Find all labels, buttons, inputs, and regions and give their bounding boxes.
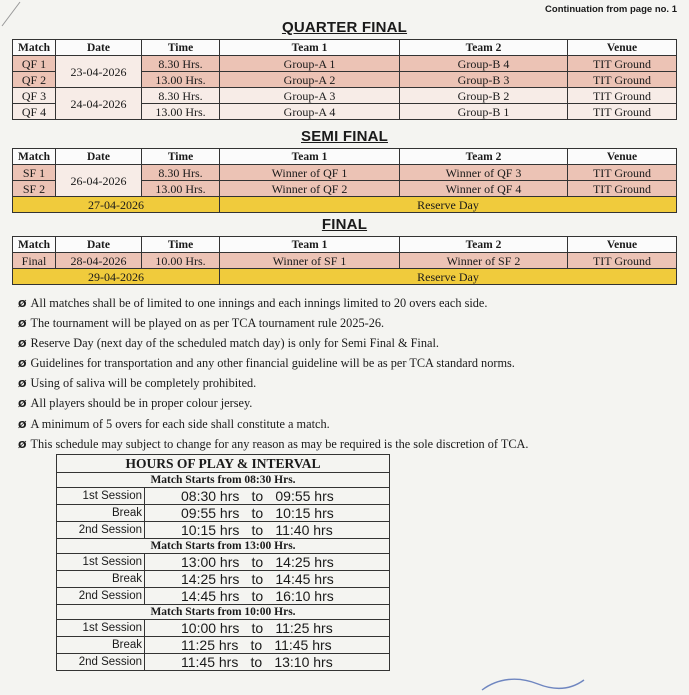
date-cell: 26-04-2026 [56, 165, 142, 197]
note-item [18, 374, 688, 394]
venue-cell: TIT Ground [568, 165, 677, 181]
header-date: Date [56, 149, 142, 165]
bullet-icon: Ø [18, 299, 27, 310]
match-cell: QF 4 [13, 104, 56, 120]
team1-cell: Winner of QF 2 [220, 181, 400, 197]
header-team1: Team 1 [220, 149, 400, 165]
session-row [57, 505, 390, 522]
team1-cell: Group-A 2 [220, 72, 400, 88]
session-row [57, 620, 390, 637]
session-row [57, 488, 390, 505]
time-cell: 8.30 Hrs. [142, 56, 220, 72]
team1-cell: Group-A 4 [220, 104, 400, 120]
note-text: This schedule may subject to change for any reason as may be required is the sole discretion of TCA. [30, 436, 529, 451]
reserve-day-row [13, 269, 677, 285]
signature-stroke [478, 670, 588, 695]
session-label: Break [57, 571, 145, 588]
team2-cell: Group-B 2 [400, 88, 568, 104]
venue-cell: TIT Ground [568, 56, 677, 72]
time-to: 13:10 hrs [274, 653, 333, 670]
time-to: 10:15 hrs [275, 504, 334, 521]
note-item [18, 294, 688, 314]
session-row [57, 571, 390, 588]
time-to: 11:40 hrs [275, 521, 333, 538]
reserve-label: Reserve Day [220, 269, 677, 285]
hours-title: HOURS OF PLAY & INTERVAL [57, 455, 390, 473]
venue-cell: TIT Ground [568, 72, 677, 88]
header-team2: Team 2 [400, 237, 568, 253]
session-row [57, 522, 390, 539]
rules-notes [18, 294, 688, 455]
session-row [57, 554, 390, 571]
time-from: 10:00 hrs [181, 619, 240, 636]
bullet-icon: Ø [18, 439, 27, 451]
table-header-row [13, 40, 677, 56]
time-cell: 10.00 Hrs. [142, 253, 220, 269]
header-time: Time [142, 40, 220, 56]
session-label: 1st Session [57, 620, 145, 637]
table-header-row [13, 237, 677, 253]
team2-cell: Group-B 1 [400, 104, 568, 120]
table-row [13, 56, 677, 72]
time-from: 09:55 hrs [181, 504, 240, 521]
team2-cell: Winner of QF 4 [400, 181, 568, 197]
header-team2: Team 2 [400, 40, 568, 56]
venue-cell: TIT Ground [568, 104, 677, 120]
session-label: Break [57, 637, 145, 654]
header-venue: Venue [568, 149, 677, 165]
to-word: to [250, 636, 263, 653]
note-item [18, 354, 688, 374]
time-cell: 8.30 Hrs. [142, 165, 220, 181]
quarter-final-table [12, 39, 677, 120]
time-from: 14:25 hrs [181, 570, 240, 587]
session-label: 1st Session [57, 554, 145, 571]
semi-final-title: SEMI FINAL [301, 128, 388, 145]
time-cell: 13.00 Hrs. [142, 72, 220, 88]
note-item [18, 394, 688, 414]
note-text: Reserve Day (next day of the scheduled match day) is only for Semi Final & Final. [30, 336, 439, 351]
note-item [18, 314, 688, 334]
note-item [18, 334, 688, 354]
reserve-label: Reserve Day [220, 197, 677, 213]
bullet-icon: Ø [18, 419, 27, 431]
match-cell: Final [13, 253, 56, 269]
time-from: 11:45 hrs [181, 653, 239, 670]
header-date: Date [56, 237, 142, 253]
bullet-icon: Ø [18, 339, 27, 351]
time-from: 10:15 hrs [181, 521, 240, 538]
note-text: All matches shall be of limited to one innings and each innings limited to 20 overs each side. [30, 296, 488, 310]
session-label: 2nd Session [57, 588, 145, 605]
time-from: 13:00 hrs [181, 553, 240, 570]
bullet-icon: Ø [18, 379, 27, 391]
table-row [13, 165, 677, 181]
final-table [12, 236, 677, 285]
time-to: 11:25 hrs [275, 619, 333, 636]
session-row [57, 588, 390, 605]
header-match: Match [13, 237, 56, 253]
note-text: A minimum of 5 overs for each side shall constitute a match. [30, 416, 330, 431]
reserve-date: 29-04-2026 [13, 269, 220, 285]
time-cell: 13.00 Hrs. [142, 104, 220, 120]
header-match: Match [13, 149, 56, 165]
session-row [57, 637, 390, 654]
quarter-final-title: QUARTER FINAL [281, 19, 408, 36]
table-row [13, 253, 677, 269]
table-header-row [13, 149, 677, 165]
reserve-date: 27-04-2026 [13, 197, 220, 213]
header-match: Match [13, 40, 56, 56]
team1-cell: Winner of QF 1 [220, 165, 400, 181]
time-to: 14:45 hrs [275, 570, 334, 587]
team2-cell: Group-B 4 [400, 56, 568, 72]
date-cell: 24-04-2026 [56, 88, 142, 120]
session-label: Break [57, 505, 145, 522]
session-row [57, 654, 390, 671]
header-time: Time [142, 237, 220, 253]
header-venue: Venue [568, 40, 677, 56]
team1-cell: Group-A 1 [220, 56, 400, 72]
note-text: Using of saliva will be completely prohibited. [30, 376, 257, 391]
header-team2: Team 2 [400, 149, 568, 165]
to-word: to [251, 487, 264, 504]
session-label: 2nd Session [57, 522, 145, 539]
match-cell: SF 1 [13, 165, 56, 181]
bullet-icon: Ø [18, 319, 27, 331]
time-cell: 13.00 Hrs. [142, 181, 220, 197]
time-to: 11:45 hrs [274, 636, 332, 653]
time-to: 16:10 hrs [275, 587, 334, 604]
time-cell: 8.30 Hrs. [142, 88, 220, 104]
continuation-note: Continuation from page no. 1 [545, 4, 677, 15]
venue-cell: TIT Ground [568, 181, 677, 197]
time-from: 14:45 hrs [181, 587, 240, 604]
header-venue: Venue [568, 237, 677, 253]
session-label: 2nd Session [57, 654, 145, 671]
group-heading: Match Starts from 10:00 Hrs. [57, 605, 390, 620]
note-text: The tournament will be played on as per TCA tournament rule 2025-26. [30, 316, 385, 331]
to-word: to [251, 521, 264, 538]
header-team1: Team 1 [220, 237, 400, 253]
session-label: 1st Session [57, 488, 145, 505]
match-cell: SF 2 [13, 181, 56, 197]
group-heading: Match Starts from 08:30 Hrs. [57, 473, 390, 488]
to-word: to [251, 570, 264, 587]
bullet-icon: Ø [18, 359, 27, 371]
team1-cell: Winner of SF 1 [220, 253, 400, 269]
date-cell: 23-04-2026 [56, 56, 142, 88]
header-date: Date [56, 40, 142, 56]
time-from: 11:25 hrs [181, 636, 239, 653]
venue-cell: TIT Ground [568, 88, 677, 104]
group-heading: Match Starts from 13:00 Hrs. [57, 539, 390, 554]
match-cell: QF 2 [13, 72, 56, 88]
date-cell: 28-04-2026 [56, 253, 142, 269]
time-to: 14:25 hrs [275, 553, 334, 570]
note-item [18, 435, 688, 455]
time-to: 09:55 hrs [275, 487, 334, 504]
team2-cell: Winner of QF 3 [400, 165, 568, 181]
header-time: Time [142, 149, 220, 165]
venue-cell: TIT Ground [568, 253, 677, 269]
note-text: All players should be in proper colour jersey. [30, 396, 253, 411]
match-cell: QF 1 [13, 56, 56, 72]
to-word: to [251, 504, 264, 521]
hours-of-play-table [56, 454, 390, 671]
bullet-icon: Ø [18, 399, 27, 411]
match-cell: QF 3 [13, 88, 56, 104]
team2-cell: Winner of SF 2 [400, 253, 568, 269]
team1-cell: Group-A 3 [220, 88, 400, 104]
to-word: to [251, 619, 264, 636]
note-text: Guidelines for transportation and any other financial guideline will be as per TCA standard norms. [30, 356, 515, 371]
semi-final-table [12, 148, 677, 213]
note-item [18, 415, 688, 435]
table-row [13, 88, 677, 104]
to-word: to [251, 587, 264, 604]
final-title: FINAL [321, 216, 368, 233]
team2-cell: Group-B 3 [400, 72, 568, 88]
to-word: to [251, 553, 264, 570]
time-from: 08:30 hrs [181, 487, 240, 504]
header-team1: Team 1 [220, 40, 400, 56]
to-word: to [250, 653, 263, 670]
reserve-day-row [13, 197, 677, 213]
